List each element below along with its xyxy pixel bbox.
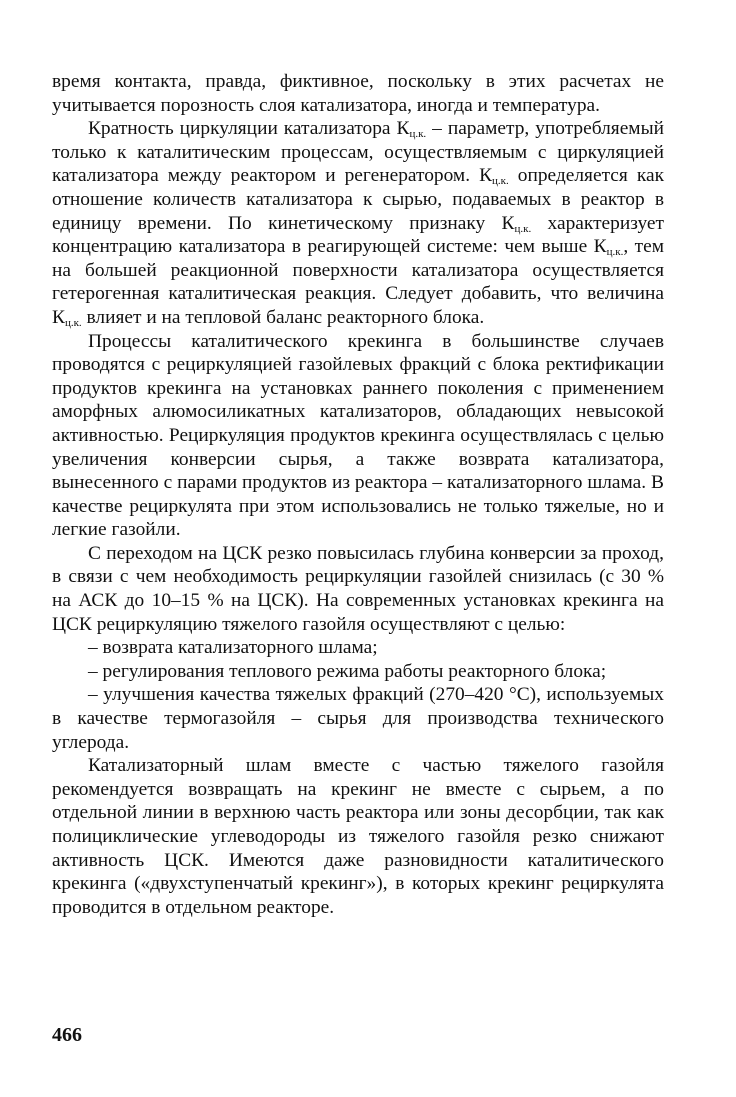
paragraph-2 xyxy=(52,117,664,329)
subscript: ц.к. xyxy=(409,128,427,141)
subscript: ц.к. xyxy=(64,316,82,329)
text-run: – улучшения качества тяжелых фракций (270–420 °С), используемых в качестве термогазойля – сырья для производства технического углерода. xyxy=(52,684,664,753)
list-item-2 xyxy=(52,660,664,684)
text-run: время контакта, правда, фиктивное, поскольку в этих расчетах не учитывается порозность слоя катализатора, иногда и температура. xyxy=(52,71,664,116)
text-run: определяется как отношение количеств катализатора к сырью, подаваемых в реактор в единицу времени. По кинетическому признаку К xyxy=(52,165,664,234)
text-run: – возврата катализаторного шлама; xyxy=(88,637,378,659)
subscript: ц.к. xyxy=(514,222,532,235)
text-run: характеризует концентрацию катализатора в реагирующей системе: чем выше К xyxy=(52,212,664,258)
subscript: ц.к. xyxy=(606,246,624,259)
list-item-1 xyxy=(52,636,664,660)
subscript: ц.к. xyxy=(492,175,509,188)
text-run: , тем на большей реакционной поверхности катализатора осуществляется гетерогенная каталитическая реакция. Следует добавить, что величина К xyxy=(52,236,665,328)
text-run: – регулирования теплового режима работы реакторного блока; xyxy=(88,660,607,682)
paragraph-3 xyxy=(52,330,664,542)
text-run: – параметр, употребляемый только к каталитическим процессам, осуществляемым с циркуляцией катализатора между реактором и регенератором. К xyxy=(52,118,664,187)
text-run: влияет и на тепловой баланс реакторного блока. xyxy=(81,306,485,328)
page-number: 466 xyxy=(52,1024,82,1046)
text-run: С переходом на ЦСК резко повысилась глубина конверсии за проход, в связи с чем необходимость рециркуляции газойлей снизилась (с 30 % на АСК до 10–15 % на ЦСК). На современных установках крекинга на ЦСК рециркуляцию тяжелого газойля осуществляют с целью: xyxy=(52,542,664,635)
text-run: Катализаторный шлам вместе с частью тяжелого газойля рекомендуется возвращать на крекинг не вместе с сырьем, а по отдельной линии в верхнюю часть реактора или зоны десорбции, так как полициклические углеводороды из тяжелого газойля резко снижают активность ЦСК. Имеются даже разновидности каталитического крекинга («двухступенчатый крекинг»), в которых крекинг рециркулята проводится в отдельном реакторе. xyxy=(52,755,664,918)
paragraph-4 xyxy=(52,542,664,636)
paragraph-5 xyxy=(52,754,664,919)
list-item-3 xyxy=(52,683,664,754)
paragraph-1 xyxy=(52,70,664,117)
text-run: Кратность циркуляции катализатора К xyxy=(88,118,410,140)
body-text xyxy=(52,70,664,919)
text-run: Процессы каталитического крекинга в большинстве случаев проводятся с рециркуляцией газойлевых фракций с блока ректификации продуктов крекинга на установках раннего поколения с применением аморфных алюмосиликатных катализаторов, обладающих невысокой активностью. Рециркуляция продуктов крекинга осуществлялась с целью увеличения конверсии сырья, а также возврата катализатора, вынесенного с парами продуктов из реактора – катализаторного шлама. В качестве рециркулята при этом использовались не только тяжелые, но и легкие газойли. xyxy=(52,330,664,541)
